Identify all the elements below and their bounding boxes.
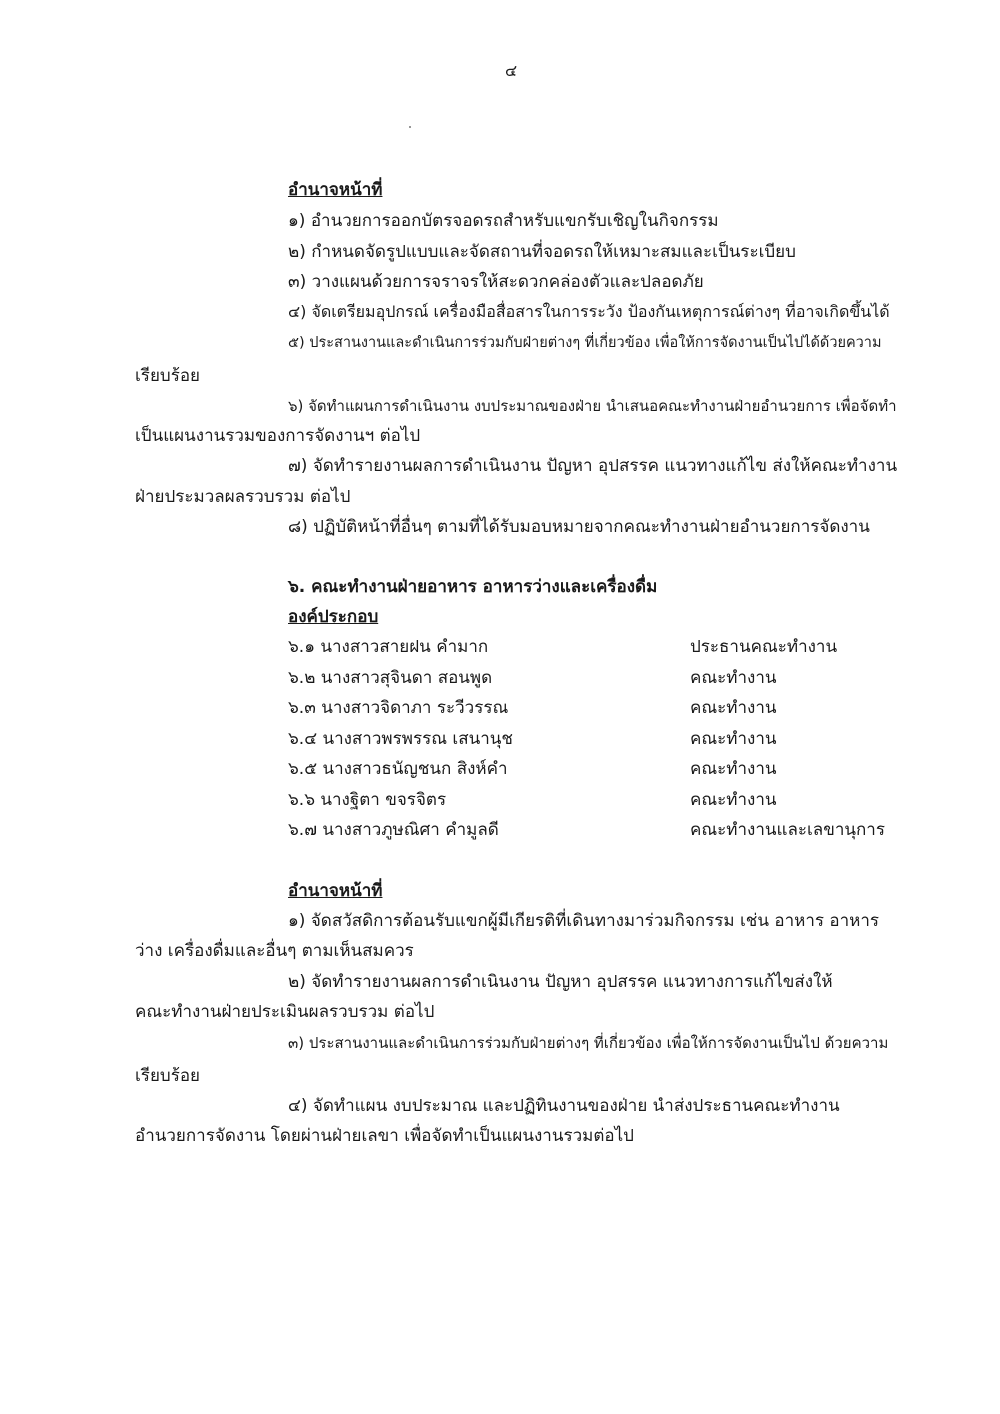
member-role: คณะทำงาน bbox=[690, 668, 777, 688]
food-duty-2: ๒) จัดทำรายงานผลการดำเนินงาน ปัญหา อุปสรรค แนวทางการแก้ไขส่งให้ bbox=[288, 972, 833, 992]
food-duty-3: ๓) ประสานงานและดำเนินการร่วมกับฝ่ายต่างๆ ที่เกี่ยวข้อง เพื่อให้การจัดงานเป็นไป ด้วยความ bbox=[288, 1034, 889, 1052]
duty-line-2: ๒) กำหนดจัดรูปแบบและจัดสถานที่จอดรถให้เหมาะสมและเป็นระเบียบ bbox=[288, 242, 796, 262]
member-role: คณะทำงาน bbox=[690, 729, 777, 749]
scan-speck bbox=[409, 126, 411, 128]
duty-line-1: ๑) อำนวยการออกบัตรจอดรถสำหรับแขกรับเชิญในกิจกรรม bbox=[288, 211, 719, 231]
member-role: คณะทำงานและเลขานุการ bbox=[690, 820, 885, 840]
duty-line-6-cont: เป็นแผนงานรวมของการจัดงานฯ ต่อไป bbox=[135, 426, 421, 446]
member-name: ๖.๔ นางสาวพรพรรณ เสนานุช bbox=[288, 729, 513, 749]
composition-heading: องค์ประกอบ bbox=[288, 607, 379, 627]
food-duty-1-cont: ว่าง เครื่องดื่มและอื่นๆ ตามเห็นสมควร bbox=[135, 941, 414, 961]
member-name: ๖.๓ นางสาวจิดาภา ระวีวรรณ bbox=[288, 698, 509, 718]
member-role: ประธานคณะทำงาน bbox=[690, 637, 838, 657]
duty-line-6: ๖) จัดทำแผนการดำเนินงาน งบประมาณของฝ่าย นำเสนอคณะทำงานฝ่ายอำนวยการ เพื่อจัดทำ bbox=[288, 397, 897, 415]
food-duty-2-cont: คณะทำงานฝ่ายประเมินผลรวบรวม ต่อไป bbox=[135, 1002, 435, 1022]
member-role: คณะทำงาน bbox=[690, 759, 777, 779]
member-name: ๖.๗ นางสาวภูษณิศา คำมูลดี bbox=[288, 820, 499, 840]
duty-line-4: ๔) จัดเตรียมอุปกรณ์ เครื่องมือสื่อสารในการระวัง ป้องกันเหตุการณ์ต่างๆ ที่อาจเกิดขึ้นได้ bbox=[288, 302, 890, 321]
food-duty-4: ๔) จัดทำแผน งบประมาณ และปฏิทินงานของฝ่าย นำส่งประธานคณะทำงาน bbox=[288, 1096, 840, 1116]
member-role: คณะทำงาน bbox=[690, 790, 777, 810]
page-number: ๔ bbox=[505, 61, 518, 80]
duty-line-5: ๕) ประสานงานและดำเนินการร่วมกับฝ่ายต่างๆ ที่เกี่ยวข้อง เพื่อให้การจัดงานเป็นไปได้ด้วยความ bbox=[288, 335, 882, 351]
food-duty-1: ๑) จัดสวัสดิการต้อนรับแขกผู้มีเกียรติที่เดินทางมาร่วมกิจกรรม เช่น อาหาร อาหาร bbox=[288, 911, 880, 931]
member-name: ๖.๑ นางสาวสายฝน คำมาก bbox=[288, 637, 489, 657]
member-role: คณะทำงาน bbox=[690, 698, 777, 718]
member-name: ๖.๖ นางฐิตา ขจรจิตร bbox=[288, 790, 447, 810]
duty-line-3: ๓) วางแผนด้วยการจราจรให้สะดวกคล่องตัวและปลอดภัย bbox=[288, 272, 704, 292]
duty-line-7-cont: ฝ่ายประมวลผลรวบรวม ต่อไป bbox=[135, 487, 351, 507]
section-title: ๖. คณะทำงานฝ่ายอาหาร อาหารว่างและเครื่องดื่ม bbox=[288, 577, 658, 597]
duty-line-5-cont: เรียบร้อย bbox=[135, 366, 200, 386]
member-name: ๖.๕ นางสาวธนัญชนก สิงห์คำ bbox=[288, 759, 508, 779]
duties-heading: อำนาจหน้าที่ bbox=[288, 180, 383, 200]
food-duty-3-cont: เรียบร้อย bbox=[135, 1066, 200, 1086]
duties-heading-2: อำนาจหน้าที่ bbox=[288, 881, 383, 901]
food-duty-4-cont: อำนวยการจัดงาน โดยผ่านฝ่ายเลขา เพื่อจัดทำเป็นแผนงานรวมต่อไป bbox=[135, 1126, 634, 1146]
member-name: ๖.๒ นางสาวสุจินดา สอนพูด bbox=[288, 668, 493, 688]
duty-line-8: ๘) ปฏิบัติหน้าที่อื่นๆ ตามที่ได้รับมอบหมายจากคณะทำงานฝ่ายอำนวยการจัดงาน bbox=[288, 517, 870, 537]
duty-line-7: ๗) จัดทำรายงานผลการดำเนินงาน ปัญหา อุปสรรค แนวทางแก้ไข ส่งให้คณะทำงาน bbox=[288, 456, 898, 476]
